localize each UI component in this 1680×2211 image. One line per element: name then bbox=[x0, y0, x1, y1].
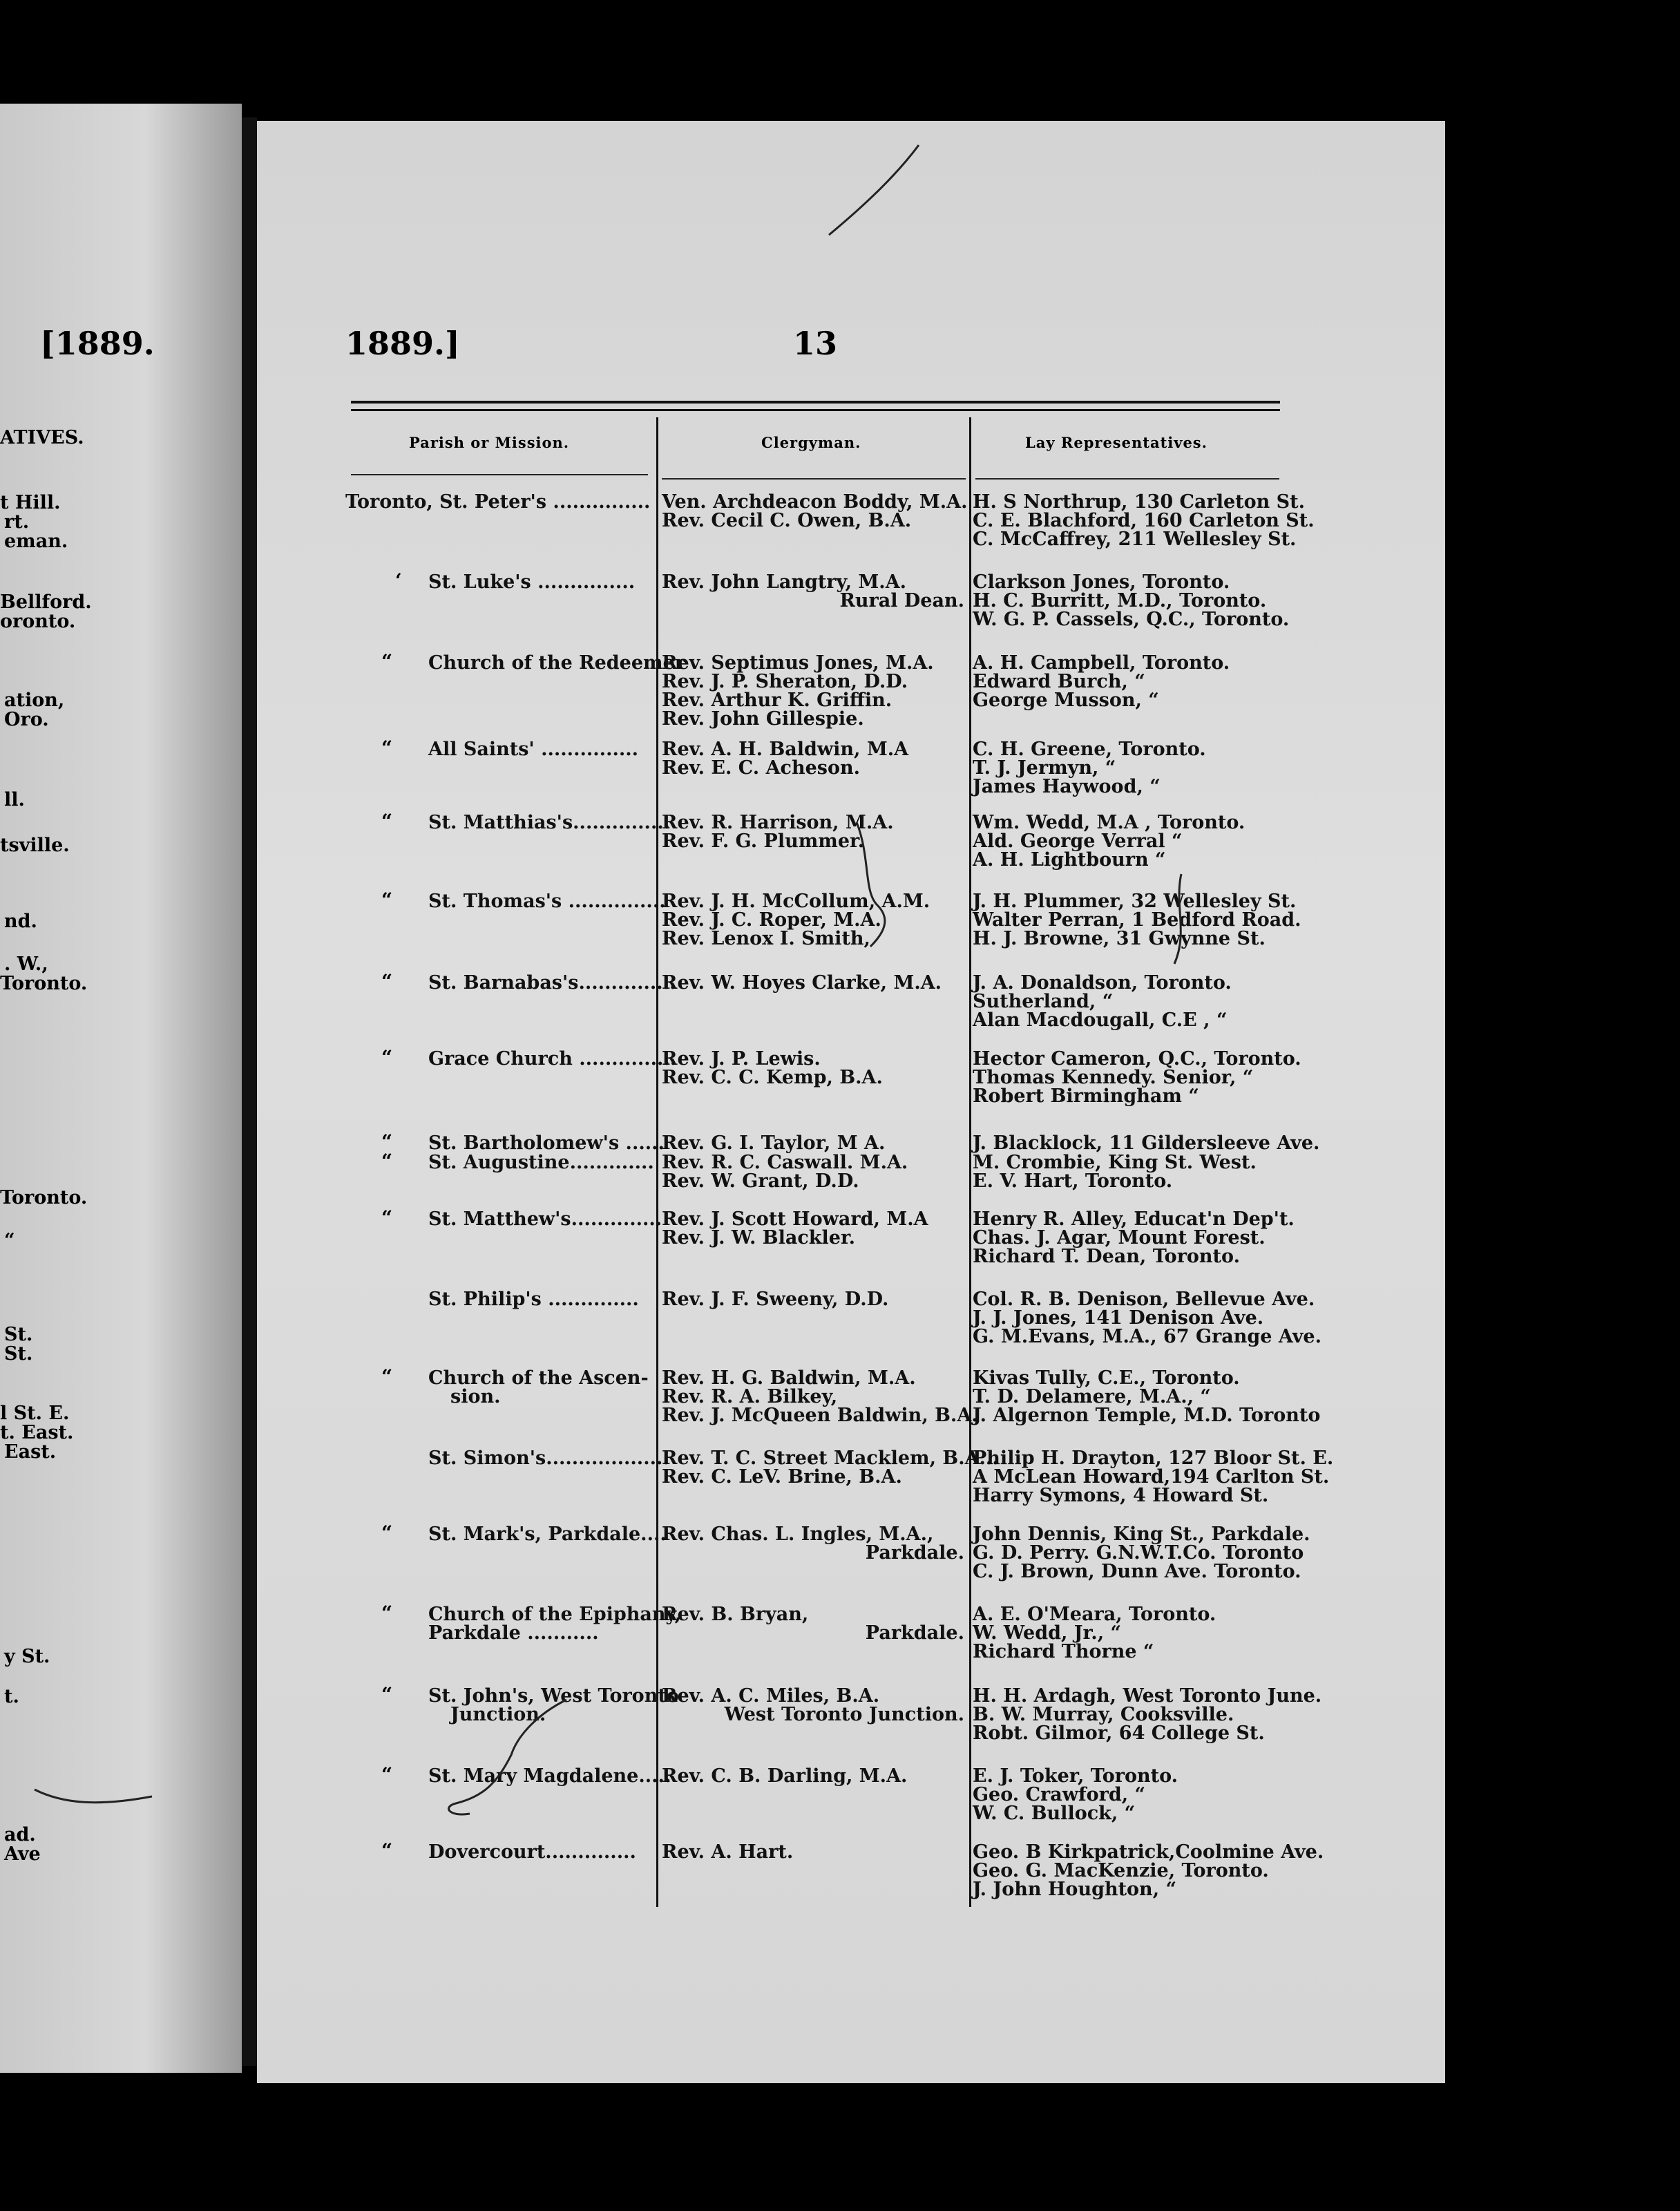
parish-name: St. Matthew's.............. bbox=[428, 1208, 662, 1230]
lay-representative: H. J. Browne, 31 Gwynne St. bbox=[973, 928, 1266, 949]
left-page-text-fragment: Bellford. bbox=[0, 591, 92, 613]
left-page-text-fragment: rt. bbox=[4, 511, 30, 533]
parish-name: St. Thomas's ............... bbox=[428, 891, 666, 912]
left-page-text-fragment: . W., bbox=[4, 953, 48, 975]
lay-representative: J. Blacklock, 11 Gildersleeve Ave. bbox=[973, 1132, 1320, 1154]
lay-representative: Harry Symons, 4 Howard St. bbox=[973, 1485, 1269, 1506]
ditto-mark: “ bbox=[381, 1130, 393, 1153]
parish-name: St. Luke's ............... bbox=[428, 571, 636, 593]
lay-representative: M. Crombie, King St. West. bbox=[973, 1152, 1257, 1173]
ditto-mark: “ bbox=[381, 1683, 393, 1706]
clergyman: Rev. J. H. McCollum, A.M. bbox=[662, 891, 930, 912]
clergyman: Rev. R. C. Caswall. M.A. bbox=[662, 1152, 908, 1173]
lay-representative: W. G. P. Cassels, Q.C., Toronto. bbox=[973, 609, 1290, 630]
lay-representative: A. E. O'Meara, Toronto. bbox=[973, 1604, 1216, 1625]
ditto-mark: “ bbox=[381, 970, 393, 993]
lay-representative: J. J. Jones, 141 Denison Ave. bbox=[973, 1307, 1264, 1329]
lay-representative: Henry R. Alley, Educat'n Dep't. bbox=[973, 1208, 1295, 1230]
left-page-text-fragment: t Hill. bbox=[0, 492, 61, 513]
parish-name: Church of the Epiphany, bbox=[428, 1604, 682, 1625]
lay-representative: Geo. Crawford, “ bbox=[973, 1784, 1146, 1805]
parish-name: All Saints' ............... bbox=[428, 739, 639, 760]
lay-representative: James Haywood, “ bbox=[973, 776, 1161, 797]
lay-representative: A. H. Campbell, Toronto. bbox=[973, 652, 1230, 674]
clergyman: Rev. W. Grant, D.D. bbox=[662, 1170, 859, 1192]
lay-representative: H. H. Ardagh, West Toronto June. bbox=[973, 1685, 1322, 1707]
left-page-text-fragment: East. bbox=[4, 1441, 57, 1463]
pencil-mark bbox=[28, 1776, 166, 1817]
lay-representative: E. J. Toker, Toronto. bbox=[973, 1765, 1178, 1787]
left-page-text-fragment: oronto. bbox=[0, 611, 76, 632]
clergyman: Rev. J. P. Sheraton, D.D. bbox=[662, 671, 908, 692]
clergyman: Parkdale. bbox=[865, 1622, 964, 1644]
left-page-text-fragment: Ave bbox=[4, 1843, 41, 1865]
lay-representative: Thomas Kennedy. Senior, “ bbox=[973, 1067, 1254, 1088]
lay-representative: T. D. Delamere, M.A., “ bbox=[973, 1386, 1211, 1407]
lay-representative: C. E. Blachford, 160 Carleton St. bbox=[973, 510, 1315, 531]
lay-representative: Philip H. Drayton, 127 Bloor St. E. bbox=[973, 1448, 1334, 1469]
ditto-mark: “ bbox=[381, 1206, 393, 1229]
column-underline-clergy bbox=[662, 478, 966, 480]
column-header-parish: Parish or Mission. bbox=[409, 434, 570, 451]
lay-representative: Geo. B Kirkpatrick,Coolmine Ave. bbox=[973, 1841, 1324, 1863]
left-page-text-fragment: ATIVES. bbox=[0, 427, 84, 448]
clergyman: West Toronto Junction. bbox=[724, 1704, 964, 1725]
column-underline-lay bbox=[975, 478, 1279, 480]
lay-representative: Wm. Wedd, M.A , Toronto. bbox=[973, 812, 1245, 833]
left-page-text-fragment: l St. E. bbox=[0, 1403, 70, 1424]
parish-name: St. Barnabas's............... bbox=[428, 972, 676, 994]
clergyman: Rural Dean. bbox=[839, 590, 964, 611]
column-underline-parish bbox=[351, 474, 648, 475]
clergyman: Rev. T. C. Street Macklem, B.A... bbox=[662, 1448, 999, 1469]
parish-name: St. Simon's................... bbox=[428, 1448, 669, 1469]
ditto-mark: “ bbox=[381, 1602, 393, 1624]
parish-name: Church of the Ascen- bbox=[428, 1367, 649, 1389]
ditto-mark: “ bbox=[381, 810, 393, 833]
left-page-text-fragment: “ bbox=[4, 1230, 15, 1251]
book-gutter bbox=[242, 117, 257, 2066]
ditto-mark: “ bbox=[381, 1763, 393, 1786]
lay-representative: Col. R. B. Denison, Bellevue Ave. bbox=[973, 1289, 1315, 1310]
parish-name: Grace Church ............... bbox=[428, 1048, 677, 1070]
parish-name: St. Bartholomew's ...... bbox=[428, 1132, 665, 1154]
clergyman: Rev. A. H. Baldwin, M.A bbox=[662, 739, 909, 760]
left-page-text-fragment: Toronto. bbox=[0, 973, 88, 994]
clergyman: Rev. Septimus Jones, M.A. bbox=[662, 652, 934, 674]
lay-representative: J. A. Donaldson, Toronto. bbox=[973, 972, 1232, 994]
clergyman: Rev. H. G. Baldwin, M.A. bbox=[662, 1367, 916, 1389]
lay-representative: Hector Cameron, Q.C., Toronto. bbox=[973, 1048, 1301, 1070]
parish-name: sion. bbox=[450, 1386, 501, 1407]
lay-representative: C. McCaffrey, 211 Wellesley St. bbox=[973, 529, 1297, 550]
clergyman: Rev. Lenox I. Smith, bbox=[662, 928, 870, 949]
lay-representative: Robt. Gilmor, 64 College St. bbox=[973, 1723, 1265, 1744]
left-page-text-fragment: nd. bbox=[4, 911, 37, 932]
ditto-mark: “ bbox=[381, 1839, 393, 1862]
left-page-text-fragment: eman. bbox=[4, 531, 68, 552]
lay-representative: Kivas Tully, C.E., Toronto. bbox=[973, 1367, 1240, 1389]
lay-representative: W. Wedd, Jr., “ bbox=[973, 1622, 1122, 1644]
column-divider-2 bbox=[969, 417, 971, 1907]
parish-name: St. Augustine............. bbox=[428, 1152, 654, 1173]
ditto-mark: “ bbox=[381, 1046, 393, 1069]
pencil-mark bbox=[1161, 871, 1202, 967]
parish-name: St. Mark's, Parkdale.... bbox=[428, 1524, 667, 1545]
clergyman: Ven. Archdeacon Boddy, M.A. bbox=[662, 491, 968, 513]
lay-representative: Alan Macdougall, C.E , “ bbox=[973, 1009, 1228, 1031]
parish-name: St. Mary Magdalene..... bbox=[428, 1765, 671, 1787]
parish-name: St. Philip's .............. bbox=[428, 1289, 639, 1310]
lay-representative: J. Algernon Temple, M.D. Toronto bbox=[973, 1405, 1321, 1426]
lay-representative: Richard T. Dean, Toronto. bbox=[973, 1246, 1240, 1267]
parish-name: Church of the Redeemer bbox=[428, 652, 685, 674]
clergyman: Rev. J. W. Blackler. bbox=[662, 1227, 856, 1249]
left-page-year: [1889. bbox=[40, 325, 155, 362]
lay-representative: C. H. Greene, Toronto. bbox=[973, 739, 1206, 760]
clergyman: Rev. E. C. Acheson. bbox=[662, 757, 861, 779]
lay-representative: A McLean Howard,194 Carlton St. bbox=[973, 1466, 1330, 1488]
clergyman: Rev. J. C. Roper, M.A. bbox=[662, 909, 881, 931]
parish-name: St. John's, West Toronto bbox=[428, 1685, 679, 1707]
column-header-clergy: Clergyman. bbox=[761, 434, 861, 451]
lay-representative: T. J. Jermyn, “ bbox=[973, 757, 1116, 779]
lay-representative: Geo. G. MacKenzie, Toronto. bbox=[973, 1860, 1269, 1881]
parish-name: Toronto, St. Peter's ............... bbox=[345, 491, 651, 513]
ditto-mark: “ bbox=[381, 889, 393, 911]
lay-representative: H. S Northrup, 130 Carleton St. bbox=[973, 491, 1306, 513]
column-divider-1 bbox=[656, 417, 658, 1907]
lay-representative: Sutherland, “ bbox=[973, 991, 1114, 1012]
ditto-mark: ‘ bbox=[395, 569, 402, 592]
left-page-text-fragment: t. bbox=[4, 1686, 19, 1707]
left-page-text-fragment: ad. bbox=[4, 1824, 36, 1845]
header-rule-top bbox=[351, 401, 1280, 404]
clergyman: Rev. Arthur K. Griffin. bbox=[662, 690, 892, 711]
parish-name: Parkdale ........... bbox=[428, 1622, 599, 1644]
clergyman: Rev. A. C. Miles, B.A. bbox=[662, 1685, 880, 1707]
clergyman: Rev. C. LeV. Brine, B.A. bbox=[662, 1466, 902, 1488]
lay-representative: G. D. Perry. G.N.W.T.Co. Toronto bbox=[973, 1542, 1304, 1564]
ditto-mark: “ bbox=[381, 1150, 393, 1173]
ditto-mark: “ bbox=[381, 1521, 393, 1544]
clergyman: Rev. John Langtry, M.A. bbox=[662, 571, 907, 593]
page-number: 13 bbox=[793, 325, 838, 362]
clergyman: Rev. Chas. L. Ingles, M.A., bbox=[662, 1524, 934, 1545]
lay-representative: W. C. Bullock, “ bbox=[973, 1803, 1136, 1824]
clergyman: Parkdale. bbox=[865, 1542, 964, 1564]
lay-representative: John Dennis, King St., Parkdale. bbox=[973, 1524, 1310, 1545]
left-page-text-fragment: Oro. bbox=[4, 709, 49, 730]
lay-representative: C. J. Brown, Dunn Ave. Toronto. bbox=[973, 1561, 1301, 1582]
lay-representative: Clarkson Jones, Toronto. bbox=[973, 571, 1230, 593]
lay-representative: Walter Perran, 1 Bedford Road. bbox=[973, 909, 1301, 931]
left-page-text-fragment: ll. bbox=[4, 789, 25, 810]
clergyman: Rev. C. B. Darling, M.A. bbox=[662, 1765, 908, 1787]
ditto-mark: “ bbox=[381, 737, 393, 759]
clergyman: Rev. J. McQueen Baldwin, B.A. bbox=[662, 1405, 978, 1426]
ditto-mark: “ bbox=[381, 1365, 393, 1388]
pencil-mark bbox=[815, 138, 926, 249]
clergyman: Rev. Cecil C. Owen, B.A. bbox=[662, 510, 912, 531]
running-head-year: 1889.] bbox=[345, 325, 460, 362]
header-rule-bottom bbox=[351, 409, 1280, 411]
lay-representative: Robert Birmingham “ bbox=[973, 1085, 1199, 1107]
clergyman: Rev. J. Scott Howard, M.A bbox=[662, 1208, 928, 1230]
left-page-text-fragment: Toronto. bbox=[0, 1187, 88, 1208]
lay-representative: Edward Burch, “ bbox=[973, 671, 1145, 692]
left-page-text-fragment: tsville. bbox=[0, 835, 70, 856]
lay-representative: H. C. Burritt, M.D., Toronto. bbox=[973, 590, 1267, 611]
parish-name: St. Matthias's............... bbox=[428, 812, 671, 833]
lay-representative: B. W. Murray, Cooksville. bbox=[973, 1704, 1234, 1725]
lay-representative: Ald. George Verral “ bbox=[973, 831, 1183, 852]
lay-representative: J. H. Plummer, 32 Wellesley St. bbox=[973, 891, 1297, 912]
clergyman: Rev. F. G. Plummer. bbox=[662, 831, 865, 852]
lay-representative: E. V. Hart, Toronto. bbox=[973, 1170, 1173, 1192]
clergyman: Rev. C. C. Kemp, B.A. bbox=[662, 1067, 883, 1088]
parish-name: Dovercourt.............. bbox=[428, 1841, 636, 1863]
ditto-mark: “ bbox=[381, 650, 393, 673]
clergyman: Rev. J. P. Lewis. bbox=[662, 1048, 821, 1070]
lay-representative: A. H. Lightbourn “ bbox=[973, 849, 1166, 871]
clergyman: Rev. R. Harrison, M.A. bbox=[662, 812, 894, 833]
clergyman: Rev. J. F. Sweeny, D.D. bbox=[662, 1289, 889, 1310]
clergyman: Rev. A. Hart. bbox=[662, 1841, 794, 1863]
clergyman: Rev. W. Hoyes Clarke, M.A. bbox=[662, 972, 942, 994]
lay-representative: J. John Houghton, “ bbox=[973, 1879, 1177, 1900]
clergyman: Rev. B. Bryan, bbox=[662, 1604, 809, 1625]
column-header-lay: Lay Representatives. bbox=[1025, 434, 1208, 451]
clergyman: Rev. John Gillespie. bbox=[662, 708, 864, 730]
pencil-mark bbox=[428, 1686, 594, 1824]
lay-representative: G. M.Evans, M.A., 67 Grange Ave. bbox=[973, 1326, 1321, 1347]
left-page-text-fragment: St. bbox=[4, 1324, 33, 1345]
clergyman: Rev. R. A. Bilkey, bbox=[662, 1386, 838, 1407]
left-page-text-fragment: ation, bbox=[4, 690, 65, 711]
left-page-text-fragment: t. East. bbox=[0, 1422, 74, 1443]
lay-representative: Chas. J. Agar, Mount Forest. bbox=[973, 1227, 1266, 1249]
left-page-text-fragment: y St. bbox=[4, 1646, 50, 1667]
pencil-mark bbox=[850, 815, 905, 953]
clergyman: Rev. G. I. Taylor, M A. bbox=[662, 1132, 886, 1154]
lay-representative: George Musson, “ bbox=[973, 690, 1159, 711]
left-page-text-fragment: St. bbox=[4, 1343, 33, 1365]
lay-representative: Richard Thorne “ bbox=[973, 1641, 1154, 1662]
parish-name: Junction. bbox=[450, 1704, 546, 1725]
